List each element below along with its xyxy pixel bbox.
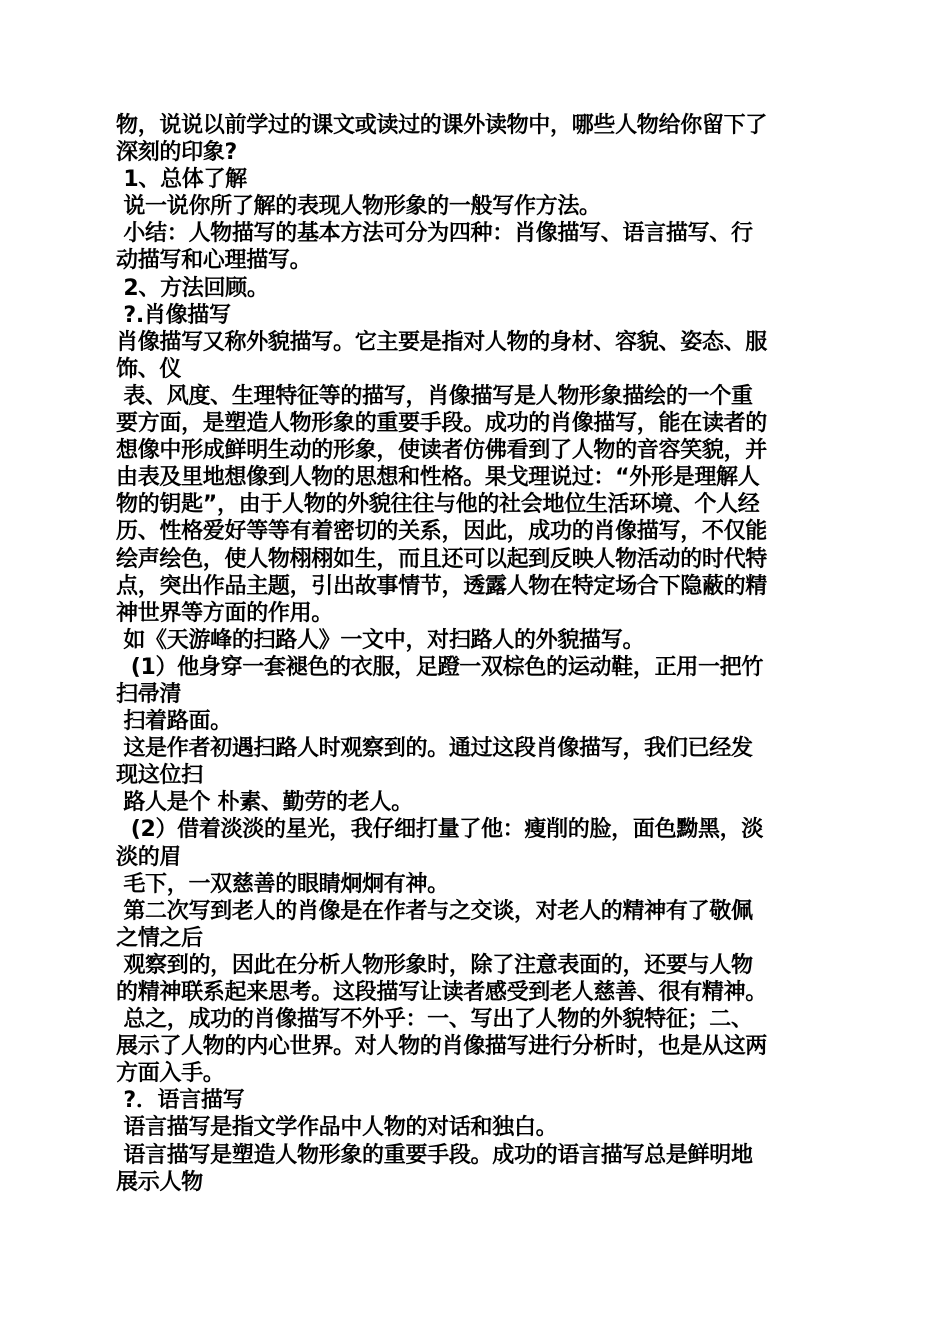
text-line: 肖像描写又称外貌描写。它主要是指对人物的身材、容貌、姿态、服 [116, 329, 768, 355]
text-line: 展示人物 [116, 1169, 203, 1195]
text-line: 表、风度、生理特征等的描写，肖像描写是人物形象描绘的一个重 [116, 383, 753, 409]
text-line: 物的钥匙”，由于人物的外貌往往与他的社会地位生活环境、个人经 [116, 492, 760, 518]
text-line: 淡的眉 [116, 844, 182, 870]
text-line: 小结：人物描写的基本方法可分为四种：肖像描写、语言描写、行 [116, 221, 753, 247]
text-line: 神世界等方面的作用。 [116, 600, 334, 626]
text-line: 1、总体了解 [116, 167, 247, 193]
text-line: ?．语言描写 [116, 1088, 245, 1114]
text-line: 第二次写到老人的肖像是在作者与之交谈，对老人的精神有了敬佩 [116, 898, 753, 924]
text-line: 要方面，是塑造人物形象的重要手段。成功的肖像描写，能在读者的 [116, 411, 768, 437]
text-line: ?.肖像描写 [116, 302, 231, 328]
text-line: 绘声绘色，使人物栩栩如生，而且还可以起到反映人物活动的时代特 [116, 546, 768, 572]
text-line: 如《天游峰的扫路人》一文中，对扫路人的外貌描写。 [116, 627, 645, 653]
text-line: 物，说说以前学过的课文或读过的课外读物中，哪些人物给你留下了 [116, 113, 768, 138]
document-body [116, 112, 836, 1196]
text-line: (1）他身穿一套褪色的衣服，足蹬一双棕色的运动鞋，正用一把竹 [116, 654, 764, 680]
text-line: 扫着路面。 [116, 709, 232, 735]
text-line: 这是作者初遇扫路人时观察到的。通过这段肖像描写，我们已经发 [116, 736, 753, 762]
text-line: (2）借着淡淡的星光，我仔细打量了他：瘦削的脸，面色黝黑，淡 [116, 817, 764, 843]
text-line: 饰、仪 [116, 356, 182, 382]
text-line: 毛下，一双慈善的眼睛炯炯有神。 [116, 871, 449, 897]
text-line: 深刻的印象? [116, 140, 237, 166]
text-line: 语言描写是塑造人物形象的重要手段。成功的语言描写总是鲜明地 [116, 1142, 753, 1168]
text-line: 2、方法回顾。 [116, 275, 269, 301]
text-line: 现这位扫 [116, 763, 203, 789]
text-line: 动描写和心理描写。 [116, 248, 312, 274]
text-line: 总之，成功的肖像描写不外乎：一、写出了人物的外貌特征；二、 [116, 1007, 753, 1033]
text-line: 语言描写是指文学作品中人物的对话和独白。 [116, 1115, 558, 1141]
text-line: 路人是个 朴素、勤劳的老人。 [116, 790, 413, 816]
text-line: 的精神联系起来思考。这段描写让读者感受到老人慈善、很有精神。 [116, 980, 768, 1005]
text-line: 扫帚清 [116, 681, 182, 707]
text-line: 说一说你所了解的表现人物形象的一般写作方法。 [116, 194, 601, 220]
text-line: 由表及里地想像到人物的思想和性格。果戈理说过：“外形是理解人 [116, 465, 760, 491]
text-line: 点，突出作品主题，引出故事情节，透露人物在特定场合下隐蔽的精 [116, 573, 768, 599]
text-line: 观察到的，因此在分析人物形象时，除了注意表面的，还要与人物 [116, 952, 753, 978]
text-line: 展示了人物的内心世界。对人物的肖像描写进行分析时，也是从这两 [116, 1034, 768, 1060]
text-line: 之情之后 [116, 925, 203, 951]
text-line: 历、性格爱好等等有着密切的关系，因此，成功的肖像描写，不仅能 [116, 519, 768, 545]
text-line: 想像中形成鲜明生动的形象，使读者仿佛看到了人物的音容笑貌，并 [116, 438, 768, 464]
text-line: 方面入手。 [116, 1061, 225, 1087]
